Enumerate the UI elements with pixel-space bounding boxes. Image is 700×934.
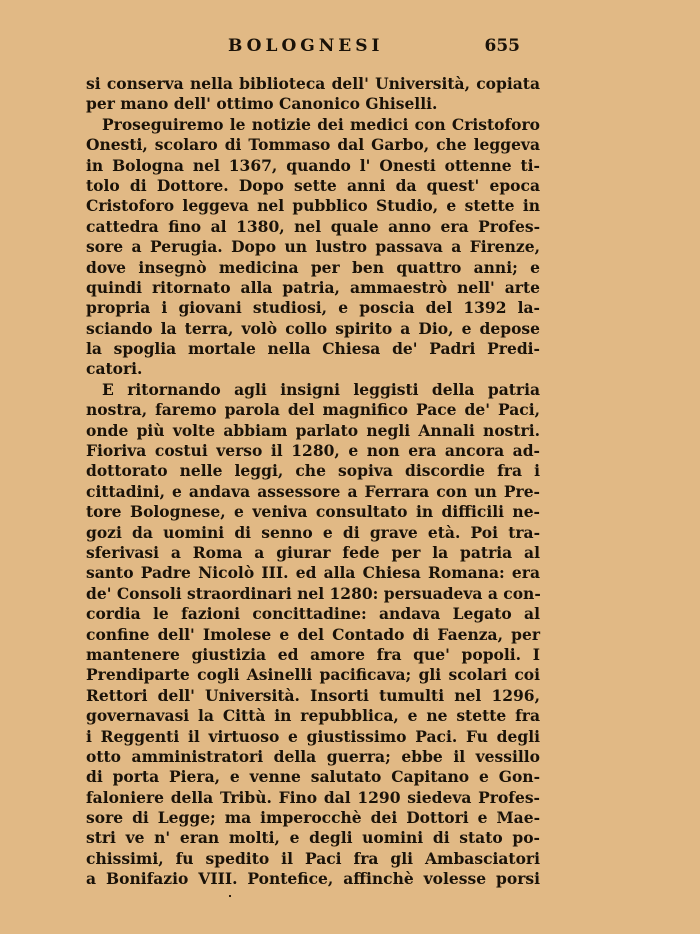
text-line: i Reggenti il virtuoso e giustissimo Paci. Fu degli	[86, 726, 540, 746]
text-line: Prendiparte cogli Asinelli pacificava; gli scolari coi	[86, 665, 540, 685]
text-line: cattedra fino al 1380, nel quale anno era Profes-	[86, 216, 540, 236]
page-number: 655	[484, 36, 520, 56]
text-line: dove insegnò medicina per ben quattro anni; e	[86, 257, 540, 277]
body-text	[86, 74, 540, 890]
text-line: tore Bolognese, e veniva consultato in difficili ne-	[86, 502, 540, 522]
text-line: gozi da uomini di senno e di grave età. Poi tra-	[86, 522, 540, 542]
text-line: per mano dell' ottimo Canonico Ghiselli.	[86, 94, 438, 114]
text-line: cordia le fazioni concittadine: andava Legato al	[86, 604, 540, 624]
text-line: Onesti, scolaro di Tommaso dal Garbo, che leggeva	[86, 135, 540, 155]
text-line: confine dell' Imolese e del Contado di Faenza, per	[86, 624, 540, 644]
text-line: Fioriva costui verso il 1280, e non era ancora ad-	[86, 441, 540, 461]
text-line: stri ve n' eran molti, e degli uomini di stato po-	[86, 828, 540, 848]
text-line: faloniere della Tribù. Fino dal 1290 siedeva Profes-	[86, 787, 540, 807]
text-line: governavasi la Città in repubblica, e ne stette fra	[86, 706, 540, 726]
text-line: sferivasi a Roma a giurar fede per la patria al	[86, 542, 540, 562]
text-line: de' Consoli straordinari nel 1280: persuadeva a con-	[86, 583, 541, 603]
text-line: cittadini, e andava assessore a Ferrara con un Pre-	[86, 481, 540, 501]
page-header	[86, 36, 520, 60]
text-line: mantenere giustizia ed amore fra que' popoli. I	[86, 644, 540, 664]
text-line: catori.	[86, 359, 143, 379]
text-line: propria i giovani studiosi, e poscia del 1392 la-	[86, 298, 540, 318]
text-line: in Bologna nel 1367, quando l' Onesti ottenne ti-	[86, 155, 540, 175]
text-line: sore a Perugia. Dopo un lustro passava a Firenze,	[86, 237, 540, 257]
text-line: di porta Piera, e venne salutato Capitano e Gon-	[86, 767, 540, 787]
text-line: si conserva nella biblioteca dell' Università, copiata	[86, 74, 540, 93]
text-line: Cristoforo leggeva nel pubblico Studio, e stette in	[86, 196, 540, 216]
text-line: onde più volte abbiam parlato negli Annali nostri.	[86, 420, 540, 440]
text-line: Proseguiremo le notizie dei medici con Cristoforo	[102, 114, 540, 134]
text-line: a Bonifazio VIII. Pontefice, affinchè volesse porsi	[86, 869, 540, 889]
printer-mark	[229, 895, 231, 897]
text-line: santo Padre Nicolò III. ed alla Chiesa Romana: era	[86, 563, 540, 583]
text-line: chissimi, fu spedito il Paci fra gli Ambasciatori	[86, 848, 540, 868]
text-line: dottorato nelle leggi, che sopiva discordie fra i	[86, 461, 540, 481]
text-line: quindi ritornato alla patria, ammaestrò nell' arte	[86, 277, 540, 297]
text-line: nostra, faremo parola del magnifico Pace de' Paci,	[86, 400, 540, 420]
text-line: sore di Legge; ma imperocchè dei Dottori e Mae-	[86, 808, 540, 828]
text-line: Rettori dell' Università. Insorti tumulti nel 1296,	[86, 685, 540, 705]
text-line: tolo di Dottore. Dopo sette anni da quest' epoca	[86, 175, 540, 195]
text-line: otto amministratori della guerra; ebbe il vessillo	[86, 746, 540, 766]
text-line: sciando la terra, volò collo spirito a Dio, e depose	[86, 318, 540, 338]
text-line: E ritornando agli insigni leggisti della patria	[102, 379, 540, 399]
running-head: BOLOGNESI	[228, 36, 384, 56]
text-line: la spoglia mortale nella Chiesa de' Padri Predi-	[86, 339, 540, 359]
